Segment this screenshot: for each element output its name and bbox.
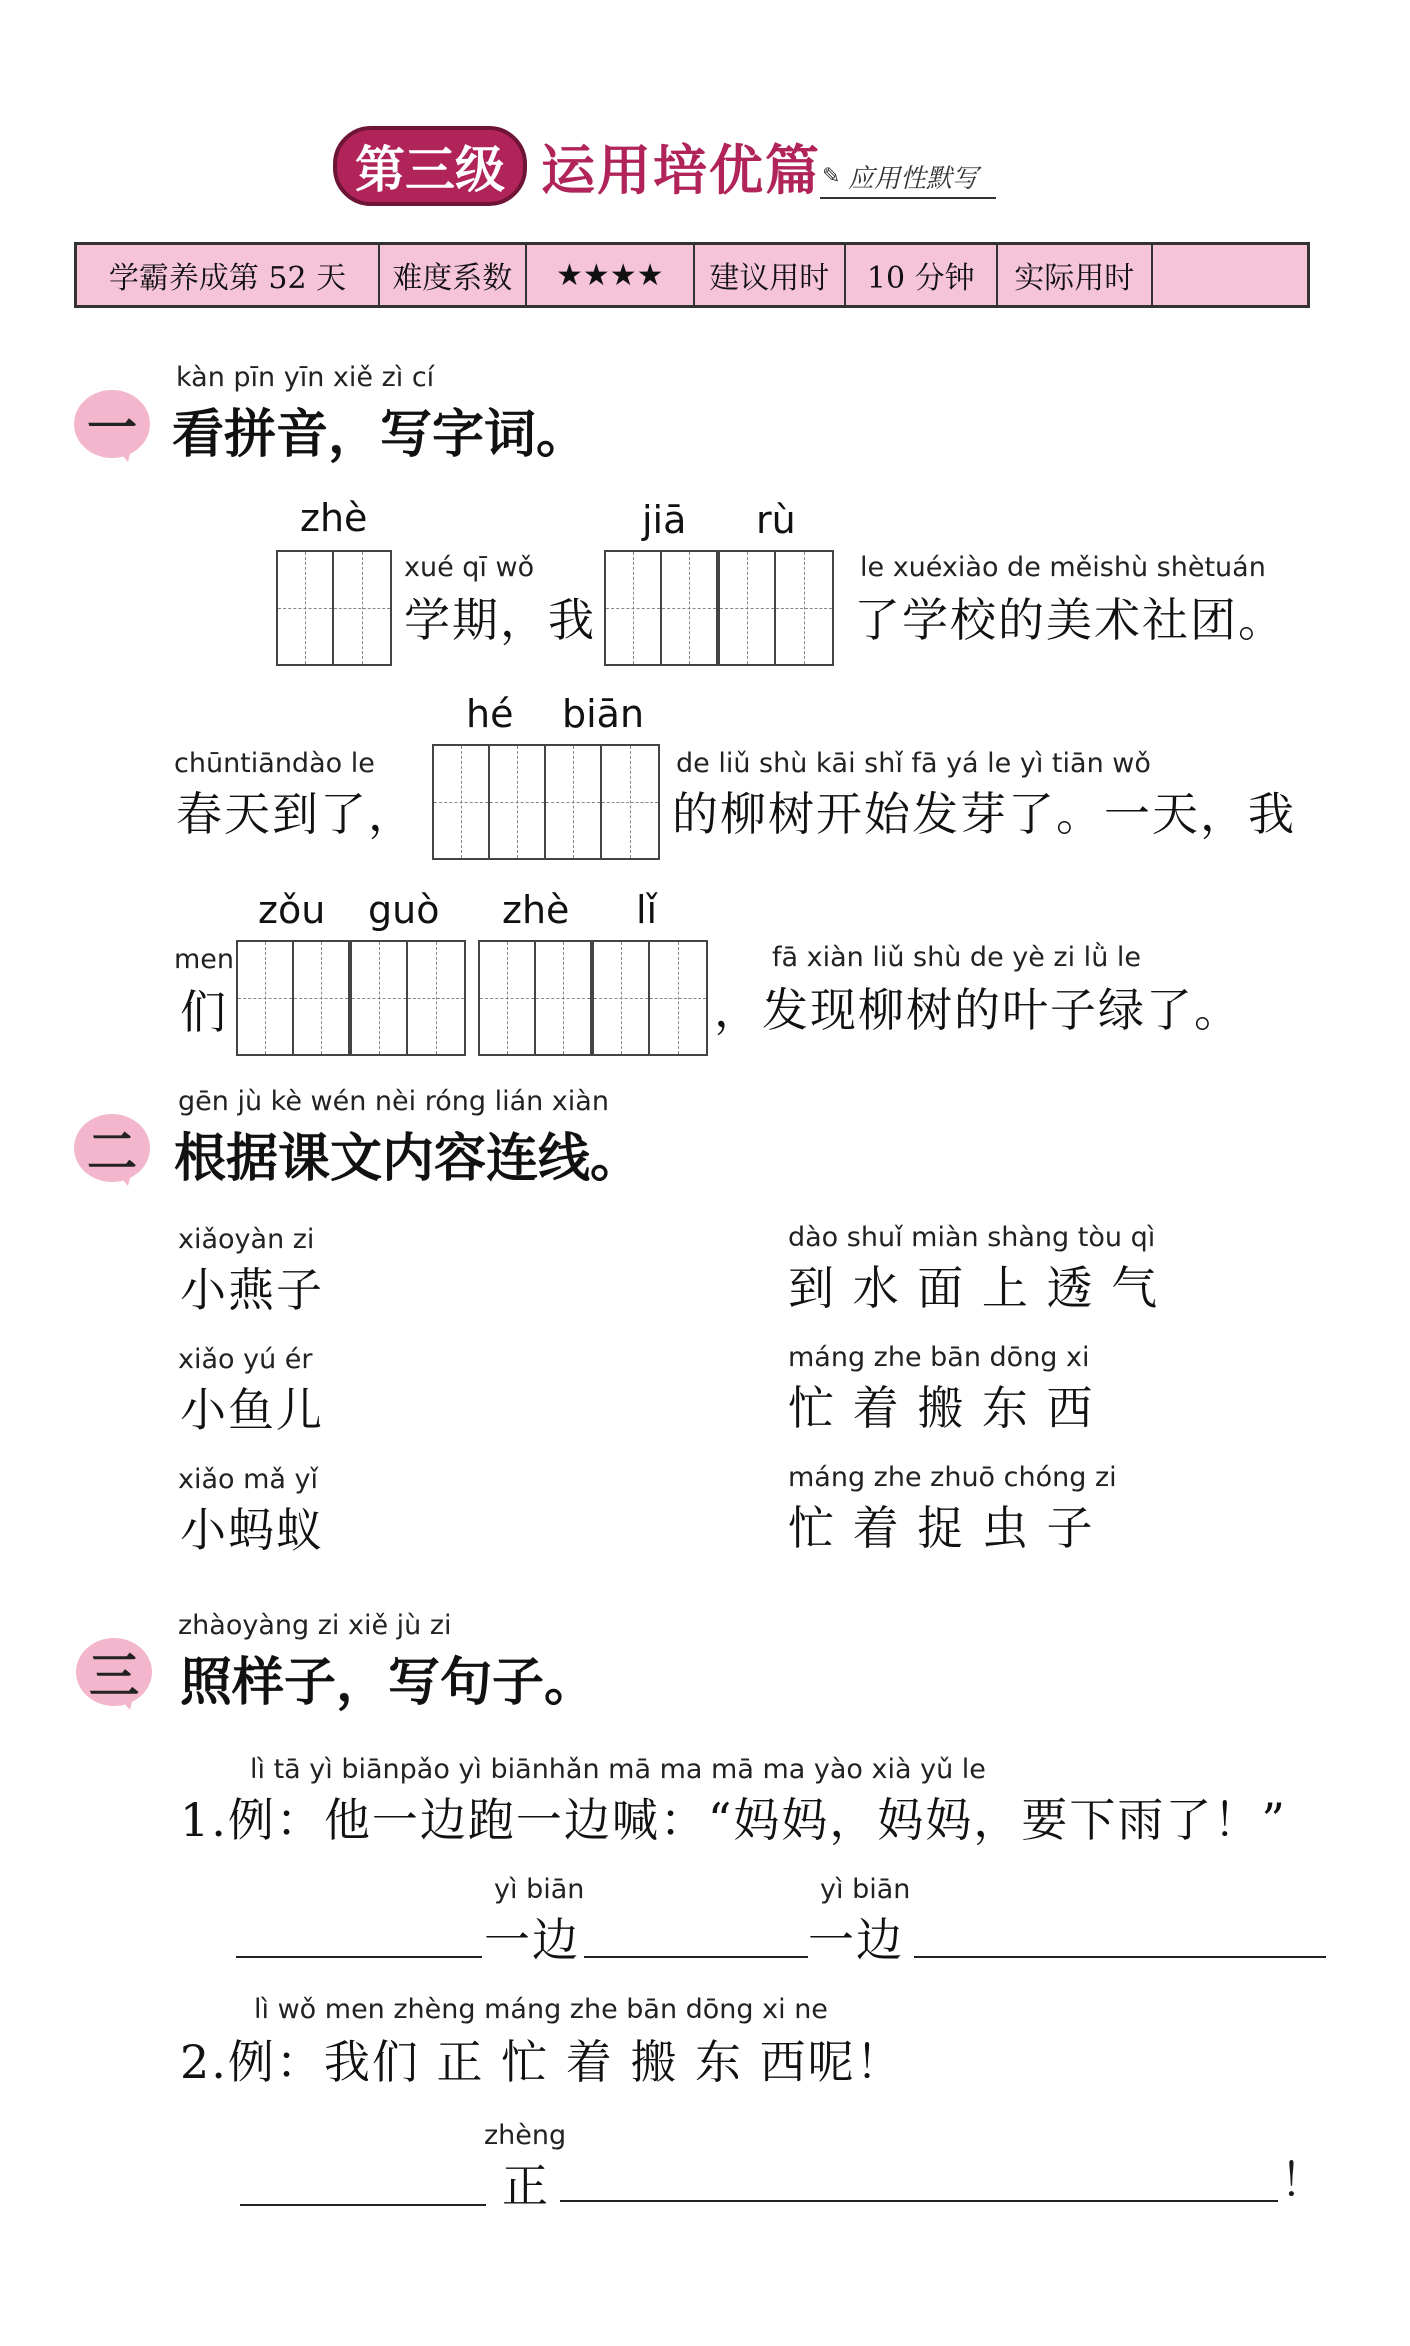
grid-cell <box>408 942 464 1054</box>
section-number-3: 三 <box>76 1638 152 1706</box>
grid-cell <box>480 942 536 1054</box>
suggested-time-label: 建议用时 <box>695 245 846 305</box>
example2-text: 2.例：我们 正 忙 着 搬 东 西呢！ <box>180 2035 904 2089</box>
answer-blank[interactable] <box>584 1956 808 1958</box>
blank-pinyin: zhèng <box>484 2120 567 2151</box>
blank-word: 一边 <box>484 1913 580 1967</box>
line3-text-a: 们 <box>180 985 228 1039</box>
answer-blank[interactable] <box>240 2204 486 2206</box>
line2-pinyin-b: de liǔ shù kāi shǐ fā yá le yì tiān wǒ <box>676 748 1151 779</box>
box-pinyin: guò <box>368 888 440 932</box>
blank-word: 正 <box>502 2159 550 2213</box>
blank-pinyin: yì biān <box>494 1874 585 1905</box>
subtitle: 应用性默写 <box>820 158 996 199</box>
line1-text-b: 了学校的美术社团。 <box>854 593 1286 647</box>
right-item[interactable]: 到 水 面 上 透 气 <box>788 1261 1160 1315</box>
box-pinyin: zhè <box>502 888 570 932</box>
actual-time-label: 实际用时 <box>998 245 1153 305</box>
grid-cell <box>294 942 350 1054</box>
section3-title-pinyin: zhàoyàng zi xiě jù zi <box>178 1610 452 1641</box>
end-mark: ！ <box>1280 2153 1326 2207</box>
writing-box-2[interactable] <box>604 550 834 666</box>
line2-text-b: 的柳树开始发芽了。一天，我 <box>672 787 1296 841</box>
line2-text-a: 春天到了， <box>176 787 416 841</box>
blank-pinyin: yì biān <box>820 1874 911 1905</box>
left-item[interactable]: 小蚂蚁 <box>180 1503 324 1557</box>
right-item-pinyin: dào shuǐ miàn shàng tòu qì <box>788 1222 1156 1253</box>
section-number-2: 二 <box>74 1114 150 1182</box>
right-item-pinyin: máng zhe zhuō chóng zi <box>788 1462 1117 1493</box>
grid-cell <box>776 552 832 664</box>
line3-text-b: ，发现柳树的叶子绿了。 <box>714 983 1242 1037</box>
difficulty-stars: ★★★★ <box>527 245 695 305</box>
section1-title-pinyin: kàn pīn yīn xiě zì cí <box>176 362 435 393</box>
grid-cell <box>606 552 662 664</box>
box-pinyin: lǐ <box>636 888 658 932</box>
level-badge: 第三级 <box>333 126 527 206</box>
section2-title: 根据课文内容连线。 <box>174 1129 643 1189</box>
right-item[interactable]: 忙 着 捉 虫 子 <box>788 1501 1095 1555</box>
grid-cell <box>536 942 592 1054</box>
left-item-pinyin: xiǎoyàn zi <box>178 1224 315 1255</box>
pencil-icon: ✎ <box>822 164 841 189</box>
line3-pinyin-b: fā xiàn liǔ shù de yè zi lǜ le <box>772 942 1141 973</box>
grid-cell <box>334 552 390 664</box>
grid-cell <box>662 552 718 664</box>
grid-cell <box>490 746 546 858</box>
section1-title: 看拼音，写字词。 <box>172 405 589 465</box>
box-pinyin: jiā <box>642 498 687 542</box>
right-item-pinyin: máng zhe bān dōng xi <box>788 1342 1090 1373</box>
section-number-1: 一 <box>74 390 150 458</box>
blank-word: 一边 <box>808 1913 904 1967</box>
grid-cell <box>352 942 408 1054</box>
info-bar <box>74 242 1310 308</box>
left-item[interactable]: 小燕子 <box>180 1263 324 1317</box>
right-item[interactable]: 忙 着 搬 东 西 <box>788 1381 1095 1435</box>
grid-cell <box>650 942 706 1054</box>
suggested-time: 10 分钟 <box>846 245 999 305</box>
grid-cell <box>546 746 602 858</box>
grid-cell <box>720 552 776 664</box>
box-pinyin: rù <box>756 498 796 542</box>
left-item[interactable]: 小鱼儿 <box>180 1383 324 1437</box>
line3-pinyin-a: men <box>174 944 235 975</box>
box-pinyin: biān <box>562 692 645 736</box>
line1-pinyin-a: xué qī wǒ <box>404 552 535 583</box>
answer-blank[interactable] <box>236 1956 482 1958</box>
left-item-pinyin: xiǎo yú ér <box>178 1344 313 1375</box>
day-counter: 学霸养成第 52 天 <box>77 245 380 305</box>
actual-time-field[interactable] <box>1153 245 1307 305</box>
grid-cell <box>594 942 650 1054</box>
box-pinyin: hé <box>466 692 514 736</box>
example1-text: 1.例：他一边跑一边喊：“妈妈，妈妈，要下雨了！” <box>180 1793 1287 1847</box>
section2-title-pinyin: gēn jù kè wén nèi róng lián xiàn <box>178 1086 609 1117</box>
box-pinyin: zhè <box>300 496 368 540</box>
grid-cell <box>602 746 658 858</box>
left-item-pinyin: xiǎo mǎ yǐ <box>178 1464 319 1495</box>
writing-box-5[interactable] <box>478 940 708 1056</box>
answer-blank[interactable] <box>914 1956 1326 1958</box>
section-name: 运用培优篇 <box>541 138 821 202</box>
writing-box-4[interactable] <box>236 940 466 1056</box>
line2-pinyin-a: chūntiāndào le <box>174 748 375 779</box>
line1-text-a: 学期，我 <box>404 593 596 647</box>
writing-box-1[interactable] <box>276 550 392 666</box>
grid-cell <box>434 746 490 858</box>
grid-cell <box>278 552 334 664</box>
answer-blank[interactable] <box>560 2200 1278 2202</box>
example2-pinyin: lì wǒ men zhèng máng zhe bān dōng xi ne <box>254 1994 828 2025</box>
section3-title: 照样子，写句子。 <box>180 1653 597 1713</box>
difficulty-label: 难度系数 <box>380 245 527 305</box>
grid-cell <box>238 942 294 1054</box>
writing-box-3[interactable] <box>432 744 660 860</box>
box-pinyin: zǒu <box>258 888 326 932</box>
example1-pinyin: lì tā yì biānpǎo yì biānhǎn mā ma mā ma yào xià yǔ le <box>250 1754 986 1785</box>
line1-pinyin-b: le xuéxiào de měishù shètuán <box>860 552 1266 583</box>
header-title <box>333 126 821 206</box>
